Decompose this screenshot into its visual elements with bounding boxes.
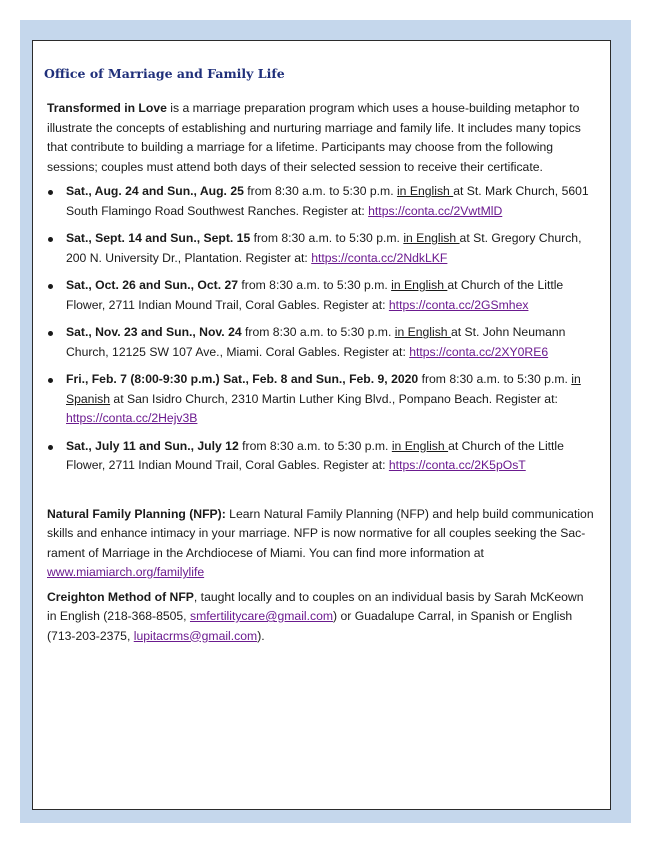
- session-details: at Church of the Little Flower, 2711 Indian Mound Trail, Coral Gables. Register at:: [66, 278, 564, 312]
- session-language: in English: [391, 438, 449, 453]
- document-content: [47, 99, 595, 646]
- session-time: from 8:30 a.m. to 5:30 p.m.: [243, 184, 397, 198]
- creighton-paragraph: [47, 588, 595, 647]
- session-item: [47, 437, 595, 476]
- section-spacer: [47, 484, 595, 505]
- session-details: at Church of the Little Flower, 2711 Indian Mound Trail, Coral Gables. Register at:: [66, 438, 564, 472]
- creighton-text-1: , taught locally and to couples on an individual basis by Sarah McKeown in English (218-368-8505,: [47, 589, 584, 623]
- creighton-title: Creighton Method of NFP: [47, 589, 194, 604]
- session-item: [47, 276, 595, 315]
- register-link[interactable]: https://conta.cc/2VwtMlD: [368, 203, 503, 218]
- session-dates: Sat., Aug. 24 and Sun., Aug. 25: [66, 184, 244, 198]
- intro-paragraph: [47, 99, 595, 177]
- session-dates: Sat., Sept. 14 and Sun., Sept. 15: [66, 231, 251, 245]
- session-time: from 8:30 a.m. to 5:30 p.m.: [238, 438, 392, 453]
- session-dates: Sat., July 11 and Sun., July 12: [66, 438, 239, 453]
- intro-text: is a marriage preparation program which uses a house-building metaphor to illustrate the concepts of establishing and nurturing marriage and family life. It includes many topics that contribute to building a marriage for a lifetime. Participants may choose from the following sessions; couples must attend both days of their selected session to receive their certificate.: [47, 101, 581, 174]
- bullet-icon: [48, 331, 53, 336]
- bullet-icon: [48, 445, 53, 450]
- bullet-icon: [48, 237, 53, 242]
- nfp-paragraph: [47, 505, 595, 583]
- session-time: from 8:30 a.m. to 5:30 p.m.: [418, 372, 572, 386]
- session-item: [47, 229, 595, 268]
- email-link-sarah[interactable]: smfertilitycare@gmail.com: [189, 609, 334, 623]
- session-details: at St. Gregory Church, 200 N. University Dr., Plantation. Register at:: [66, 231, 582, 265]
- register-link[interactable]: https://conta.cc/2Hejv3B: [66, 411, 198, 425]
- session-language: in English: [396, 184, 454, 198]
- bullet-icon: [48, 284, 53, 289]
- familylife-link[interactable]: www.miamiarch.org/familylife: [47, 565, 205, 579]
- session-language: in English: [391, 278, 448, 292]
- session-time: from 8:30 a.m. to 5:30 p.m.: [250, 231, 404, 245]
- session-dates: Sat., Oct. 26 and Sun., Oct. 27: [66, 278, 239, 292]
- session-item: [47, 323, 595, 362]
- session-dates: Sat., Nov. 23 and Sun., Nov. 24: [66, 325, 242, 339]
- session-details: at St. Mark Church, 5601 South Flamingo Road Southwest Ranches. Register at:: [66, 184, 589, 218]
- nfp-title: Natural Family Planning (NFP):: [47, 506, 226, 521]
- session-details: at San Isidro Church, 2310 Martin Luther King Blvd., Pompano Beach. Register at:: [110, 391, 558, 406]
- session-item: [47, 370, 595, 429]
- creighton-text-3: ).: [257, 628, 265, 643]
- session-item: [47, 182, 595, 221]
- bullet-icon: [48, 378, 53, 383]
- register-link[interactable]: https://conta.cc/2GSmhex: [388, 297, 529, 312]
- office-heading: Office of Marriage and Family Life: [44, 66, 285, 81]
- register-link[interactable]: https://conta.cc/2NdkLKF: [311, 250, 448, 265]
- creighton-text-2: ) or Guadalupe Carral, in Spanish or English (713-203-2375,: [47, 609, 573, 643]
- document-page: [32, 40, 611, 810]
- bullet-icon: [48, 190, 53, 195]
- email-link-guadalupe[interactable]: lupitacrms@gmail.com: [133, 628, 258, 643]
- nfp-text: Learn Natural Family Planning (NFP) and help build communication skills and enhance intimacy in your marriage. NFP is now normative for all couples seeking the Sac-rament of Marriage in the Archdiocese of Miami. You can find more information at: [47, 506, 594, 560]
- register-link[interactable]: https://conta.cc/2XY0RE6: [409, 344, 549, 359]
- session-language: in English: [403, 231, 460, 245]
- program-title: Transformed in Love: [47, 101, 167, 115]
- register-link[interactable]: https://conta.cc/2K5pOsT: [388, 458, 526, 472]
- session-language: in English: [394, 325, 451, 339]
- session-list: [47, 182, 595, 476]
- session-dates: Fri., Feb. 7 (8:00-9:30 p.m.) Sat., Feb. 8 and Sun., Feb. 9, 2020: [66, 372, 419, 386]
- session-time: from 8:30 a.m. to 5:30 p.m.: [238, 278, 392, 292]
- session-details: at St. John Neumann Church, 12125 SW 107 Ave., Miami. Coral Gables. Register at:: [66, 325, 566, 359]
- session-language: in Spanish: [66, 372, 581, 406]
- session-time: from 8:30 a.m. to 5:30 p.m.: [241, 325, 395, 339]
